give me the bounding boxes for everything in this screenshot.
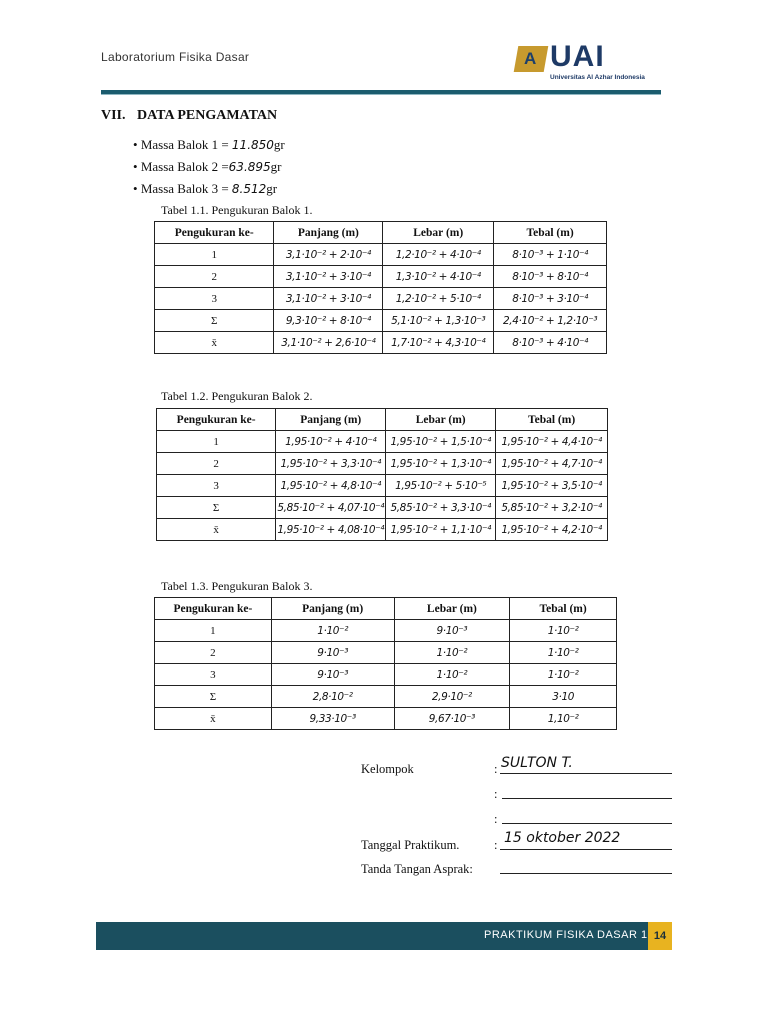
mass-unit: gr bbox=[270, 159, 282, 174]
asprak-underline bbox=[500, 873, 672, 874]
lebar-cell: 1·10⁻² bbox=[394, 642, 510, 664]
tebal-cell: 1,95·10⁻² + 3,5·10⁻⁴ bbox=[496, 475, 608, 497]
column-header: Tebal (m) bbox=[494, 222, 607, 244]
mass-unit: gr bbox=[273, 137, 285, 152]
table-row bbox=[155, 332, 607, 354]
panjang-cell: 1,95·10⁻² + 3,3·10⁻⁴ bbox=[276, 453, 386, 475]
lebar-cell: 1,95·10⁻² + 1,3·10⁻⁴ bbox=[386, 453, 496, 475]
panjang-cell: 3,1·10⁻² + 3·10⁻⁴ bbox=[274, 288, 383, 310]
tebal-cell: 8·10⁻³ + 8·10⁻⁴ bbox=[494, 266, 607, 288]
row-index: 1 bbox=[155, 620, 272, 642]
lebar-cell: 1,7·10⁻² + 4,3·10⁻⁴ bbox=[383, 332, 494, 354]
member-colon: : bbox=[494, 812, 498, 826]
table-row bbox=[157, 431, 608, 453]
mass-unit: gr bbox=[266, 181, 278, 196]
lebar-cell: 1,3·10⁻² + 4·10⁻⁴ bbox=[383, 266, 494, 288]
row-index: x̄ bbox=[155, 332, 274, 354]
mass-item: • Massa Balok 1 = 11.850gr bbox=[133, 137, 285, 152]
kelompok-underline bbox=[500, 773, 672, 774]
tanggal-colon: : bbox=[494, 838, 498, 852]
lebar-cell: 5,1·10⁻² + 1,3·10⁻³ bbox=[383, 310, 494, 332]
table-row bbox=[155, 708, 617, 730]
uai-logo bbox=[516, 40, 666, 86]
table-header-row bbox=[155, 598, 617, 620]
column-header: Panjang (m) bbox=[271, 598, 394, 620]
member-colon: : bbox=[494, 787, 498, 801]
table-balok-1 bbox=[154, 221, 607, 354]
tanggal-label: Tanggal Praktikum. bbox=[361, 838, 460, 852]
member-underline bbox=[502, 823, 672, 824]
lebar-cell: 2,9·10⁻² bbox=[394, 686, 510, 708]
table-balok-2 bbox=[156, 408, 608, 541]
tebal-cell: 1,95·10⁻² + 4,4·10⁻⁴ bbox=[496, 431, 608, 453]
row-index: 2 bbox=[157, 453, 276, 475]
panjang-cell: 1,95·10⁻² + 4,8·10⁻⁴ bbox=[276, 475, 386, 497]
table-row bbox=[155, 642, 617, 664]
tebal-cell: 1·10⁻² bbox=[510, 620, 617, 642]
tebal-cell: 1,10⁻² bbox=[510, 708, 617, 730]
column-header: Panjang (m) bbox=[274, 222, 383, 244]
tebal-cell: 3·10 bbox=[510, 686, 617, 708]
table-row bbox=[155, 686, 617, 708]
footer-label: PRAKTIKUM FISIKA DASAR 1 bbox=[484, 929, 648, 941]
table-row bbox=[155, 310, 607, 332]
tebal-cell: 8·10⁻³ + 1·10⁻⁴ bbox=[494, 244, 607, 266]
tebal-cell: 8·10⁻³ + 4·10⁻⁴ bbox=[494, 332, 607, 354]
row-index: Σ bbox=[157, 497, 276, 519]
tanggal-underline bbox=[500, 849, 672, 850]
table-row bbox=[157, 519, 608, 541]
tebal-cell: 1·10⁻² bbox=[510, 664, 617, 686]
column-header: Panjang (m) bbox=[276, 409, 386, 431]
mass-value: 63.895 bbox=[228, 160, 271, 174]
mass-label: Massa Balok 3 = bbox=[140, 181, 229, 196]
tebal-cell: 1,95·10⁻² + 4,7·10⁻⁴ bbox=[496, 453, 608, 475]
row-index: 1 bbox=[155, 244, 274, 266]
column-header: Tebal (m) bbox=[510, 598, 617, 620]
lebar-cell: 1,2·10⁻² + 4·10⁻⁴ bbox=[383, 244, 494, 266]
table-row bbox=[155, 266, 607, 288]
mass-value: 8.512 bbox=[231, 182, 267, 196]
row-index: 3 bbox=[155, 664, 272, 686]
table-row bbox=[157, 453, 608, 475]
kelompok-colon: : bbox=[494, 762, 498, 776]
panjang-cell: 2,8·10⁻² bbox=[271, 686, 394, 708]
panjang-cell: 3,1·10⁻² + 2,6·10⁻⁴ bbox=[274, 332, 383, 354]
column-header: Pengukuran ke- bbox=[155, 222, 274, 244]
tebal-cell: 1·10⁻² bbox=[510, 642, 617, 664]
table-row bbox=[155, 620, 617, 642]
mass-label: Massa Balok 2 = bbox=[140, 159, 229, 174]
lebar-cell: 1·10⁻² bbox=[394, 664, 510, 686]
panjang-cell: 3,1·10⁻² + 3·10⁻⁴ bbox=[274, 266, 383, 288]
table-row bbox=[155, 244, 607, 266]
panjang-cell: 9·10⁻³ bbox=[271, 664, 394, 686]
row-index: Σ bbox=[155, 686, 272, 708]
row-index: 1 bbox=[157, 431, 276, 453]
tebal-cell: 8·10⁻³ + 3·10⁻⁴ bbox=[494, 288, 607, 310]
logo-mark-icon bbox=[514, 46, 549, 72]
tebal-cell: 1,95·10⁻² + 4,2·10⁻⁴ bbox=[496, 519, 608, 541]
table-row bbox=[155, 664, 617, 686]
row-index: 3 bbox=[157, 475, 276, 497]
lebar-cell: 1,95·10⁻² + 5·10⁻⁵ bbox=[386, 475, 496, 497]
lebar-cell: 9,67·10⁻³ bbox=[394, 708, 510, 730]
mass-value: 11.850 bbox=[231, 138, 274, 152]
logo-subtitle: Universitas Al Azhar Indonesia bbox=[550, 74, 645, 81]
table-row bbox=[157, 497, 608, 519]
table-header-row bbox=[157, 409, 608, 431]
column-header: Tebal (m) bbox=[496, 409, 608, 431]
mass-item: • Massa Balok 3 = 8.512gr bbox=[133, 181, 278, 196]
panjang-cell: 3,1·10⁻² + 2·10⁻⁴ bbox=[274, 244, 383, 266]
section-number: VII. bbox=[101, 108, 126, 123]
lebar-cell: 9·10⁻³ bbox=[394, 620, 510, 642]
panjang-cell: 5,85·10⁻² + 4,07·10⁻⁴ bbox=[276, 497, 386, 519]
lebar-cell: 5,85·10⁻² + 3,3·10⁻⁴ bbox=[386, 497, 496, 519]
panjang-cell: 9,33·10⁻³ bbox=[271, 708, 394, 730]
logo-text: UAI bbox=[550, 40, 605, 73]
kelompok-label: Kelompok bbox=[361, 762, 414, 776]
lebar-cell: 1,95·10⁻² + 1,1·10⁻⁴ bbox=[386, 519, 496, 541]
panjang-cell: 9·10⁻³ bbox=[271, 642, 394, 664]
tebal-cell: 2,4·10⁻² + 1,2·10⁻³ bbox=[494, 310, 607, 332]
row-index: 3 bbox=[155, 288, 274, 310]
mass-item: • Massa Balok 2 =63.895gr bbox=[133, 159, 282, 174]
row-index: 2 bbox=[155, 642, 272, 664]
section-heading: DATA PENGAMATAN bbox=[137, 108, 278, 123]
table-caption: Tabel 1.1. Pengukuran Balok 1. bbox=[161, 203, 313, 217]
mass-list bbox=[133, 134, 285, 200]
logo-mark: A bbox=[524, 49, 537, 68]
column-header: Pengukuran ke- bbox=[155, 598, 272, 620]
lab-title: Laboratorium Fisika Dasar bbox=[101, 50, 250, 64]
panjang-cell: 1,95·10⁻² + 4,08·10⁻⁴ bbox=[276, 519, 386, 541]
table-header-row bbox=[155, 222, 607, 244]
header-divider bbox=[101, 90, 661, 95]
row-index: 2 bbox=[155, 266, 274, 288]
lebar-cell: 1,2·10⁻² + 5·10⁻⁴ bbox=[383, 288, 494, 310]
table-caption: Tabel 1.2. Pengukuran Balok 2. bbox=[161, 389, 313, 403]
page-number: 14 bbox=[648, 922, 672, 950]
column-header: Lebar (m) bbox=[383, 222, 494, 244]
panjang-cell: 1,95·10⁻² + 4·10⁻⁴ bbox=[276, 431, 386, 453]
row-index: Σ bbox=[155, 310, 274, 332]
table-row bbox=[157, 475, 608, 497]
asprak-label: Tanda Tangan Asprak: bbox=[361, 862, 473, 876]
table-balok-3 bbox=[154, 597, 617, 730]
row-index: x̄ bbox=[155, 708, 272, 730]
row-index: x̄ bbox=[157, 519, 276, 541]
panjang-cell: 1·10⁻² bbox=[271, 620, 394, 642]
kelompok-value: SULTON T. bbox=[501, 755, 573, 771]
column-header: Lebar (m) bbox=[386, 409, 496, 431]
mass-label: Massa Balok 1 = bbox=[140, 137, 229, 152]
column-header: Lebar (m) bbox=[394, 598, 510, 620]
section-title bbox=[101, 108, 277, 124]
column-header: Pengukuran ke- bbox=[157, 409, 276, 431]
table-caption: Tabel 1.3. Pengukuran Balok 3. bbox=[161, 579, 313, 593]
member-underline bbox=[502, 798, 672, 799]
tanggal-value: 15 oktober 2022 bbox=[504, 830, 621, 846]
lebar-cell: 1,95·10⁻² + 1,5·10⁻⁴ bbox=[386, 431, 496, 453]
tebal-cell: 5,85·10⁻² + 3,2·10⁻⁴ bbox=[496, 497, 608, 519]
table-row bbox=[155, 288, 607, 310]
panjang-cell: 9,3·10⁻² + 8·10⁻⁴ bbox=[274, 310, 383, 332]
